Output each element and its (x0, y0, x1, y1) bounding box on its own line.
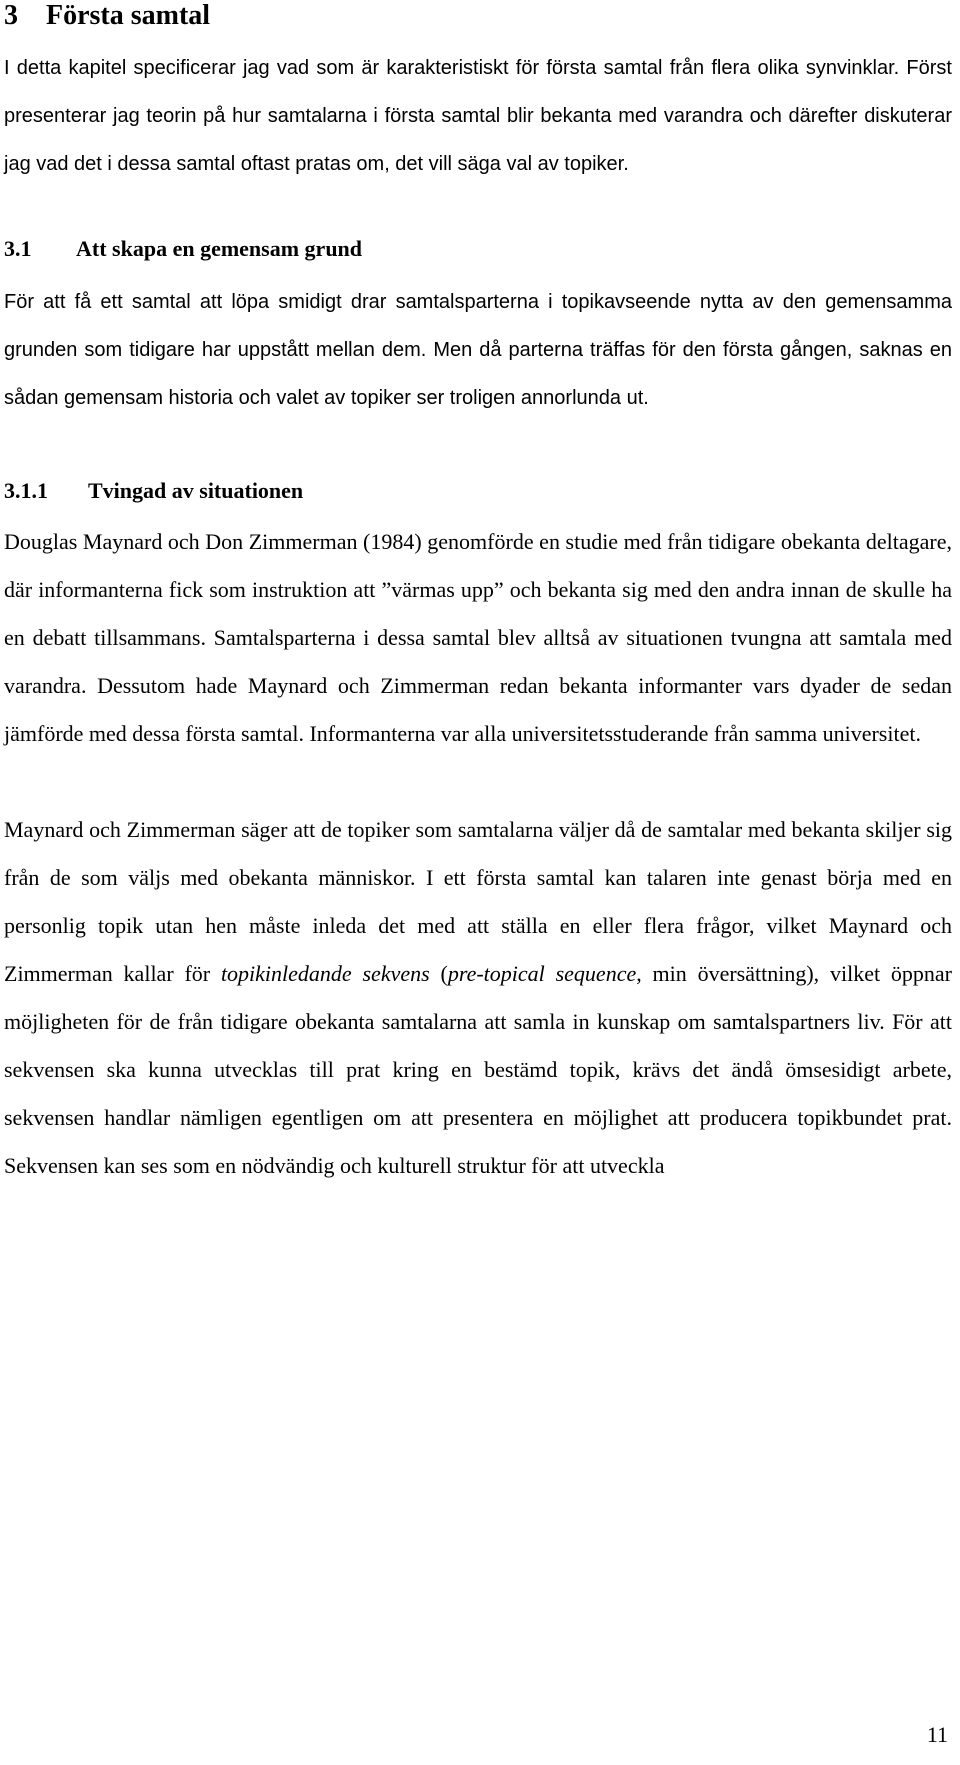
section-number: 3.1 (4, 236, 32, 261)
section-body-paragraph: För att få ett samtal att löpa smidigt drar samtalsparterna i topikavseende nytta av den gemensamma grunden som tidigare har uppstått mellan dem. Men då parterna träffas för den första gången, saknas en sådan gemensam historia och valet av topiker ser troligen annorlunda ut. (4, 291, 952, 409)
section-heading (4, 234, 952, 264)
subsection-number: 3.1.1 (4, 478, 48, 503)
subsection-paragraph-2 (4, 806, 952, 1190)
page-number: 11 (926, 1722, 948, 1747)
term-english: pre-topical sequence (447, 961, 637, 986)
subsection-title: Tvingad av situationen (88, 478, 304, 503)
term-swedish: topikinledande sekvens (220, 961, 430, 986)
paragraph-2-part-1: Maynard och Zimmerman säger att de topiker som samtalarna väljer då de samtalar med bekanta skiljer sig från de som väljs med obekanta människor. I ett första samtal kan talaren inte genast börja med en personlig topik utan hen måste inleda det med att ställa en eller flera frågor, vilket Maynard och Zimmerman kallar för (4, 817, 952, 986)
chapter-title: Första samtal (46, 0, 211, 31)
paragraph-2-part-2: ( (429, 961, 448, 986)
chapter-intro-paragraph: I detta kapitel specificerar jag vad som är karakteristiskt för första samtal från flera olika synvinklar. Först presenterar jag teorin på hur samtalarna i första samtal blir bekanta med varandra och därefter diskuterar jag vad det i dessa samtal oftast pratas om, det vill säga val av topiker. (4, 57, 952, 175)
page-content (4, 0, 952, 1190)
section-title: Att skapa en gemensam grund (76, 236, 363, 261)
chapter-heading (4, 0, 952, 32)
subsection-heading (4, 476, 952, 506)
paragraph-2-part-3: , min översättning), vilket öppnar möjligheten för de från tidigare obekanta samtalarna att samla in kunskap om samtalspartners liv. För att sekvensen ska kunna utvecklas till prat kring en bestämd topik, krävs det ändå ömsesidigt arbete, sekvensen handlar nämligen egentligen om att presentera en möjlighet att producera topikbundet prat. Sekvensen kan ses som en nödvändig och kulturell struktur för att utveckla (4, 961, 953, 1178)
subsection-paragraph-1: Douglas Maynard och Don Zimmerman (1984) genomförde en studie med från tidigare obekanta deltagare, där informanterna fick som instruktion att ”värmas upp” och bekanta sig med den andra innan de skulle ha en debatt tillsammans. Samtalsparterna i dessa samtal blev alltså av situationen tvungna att samtala med varandra. Dessutom hade Maynard och Zimmerman redan bekanta informanter vars dyader de sedan jämförde med dessa första samtal. Informanterna var alla universitetsstuderande från samma universitet. (4, 529, 952, 746)
chapter-number: 3 (4, 0, 18, 31)
